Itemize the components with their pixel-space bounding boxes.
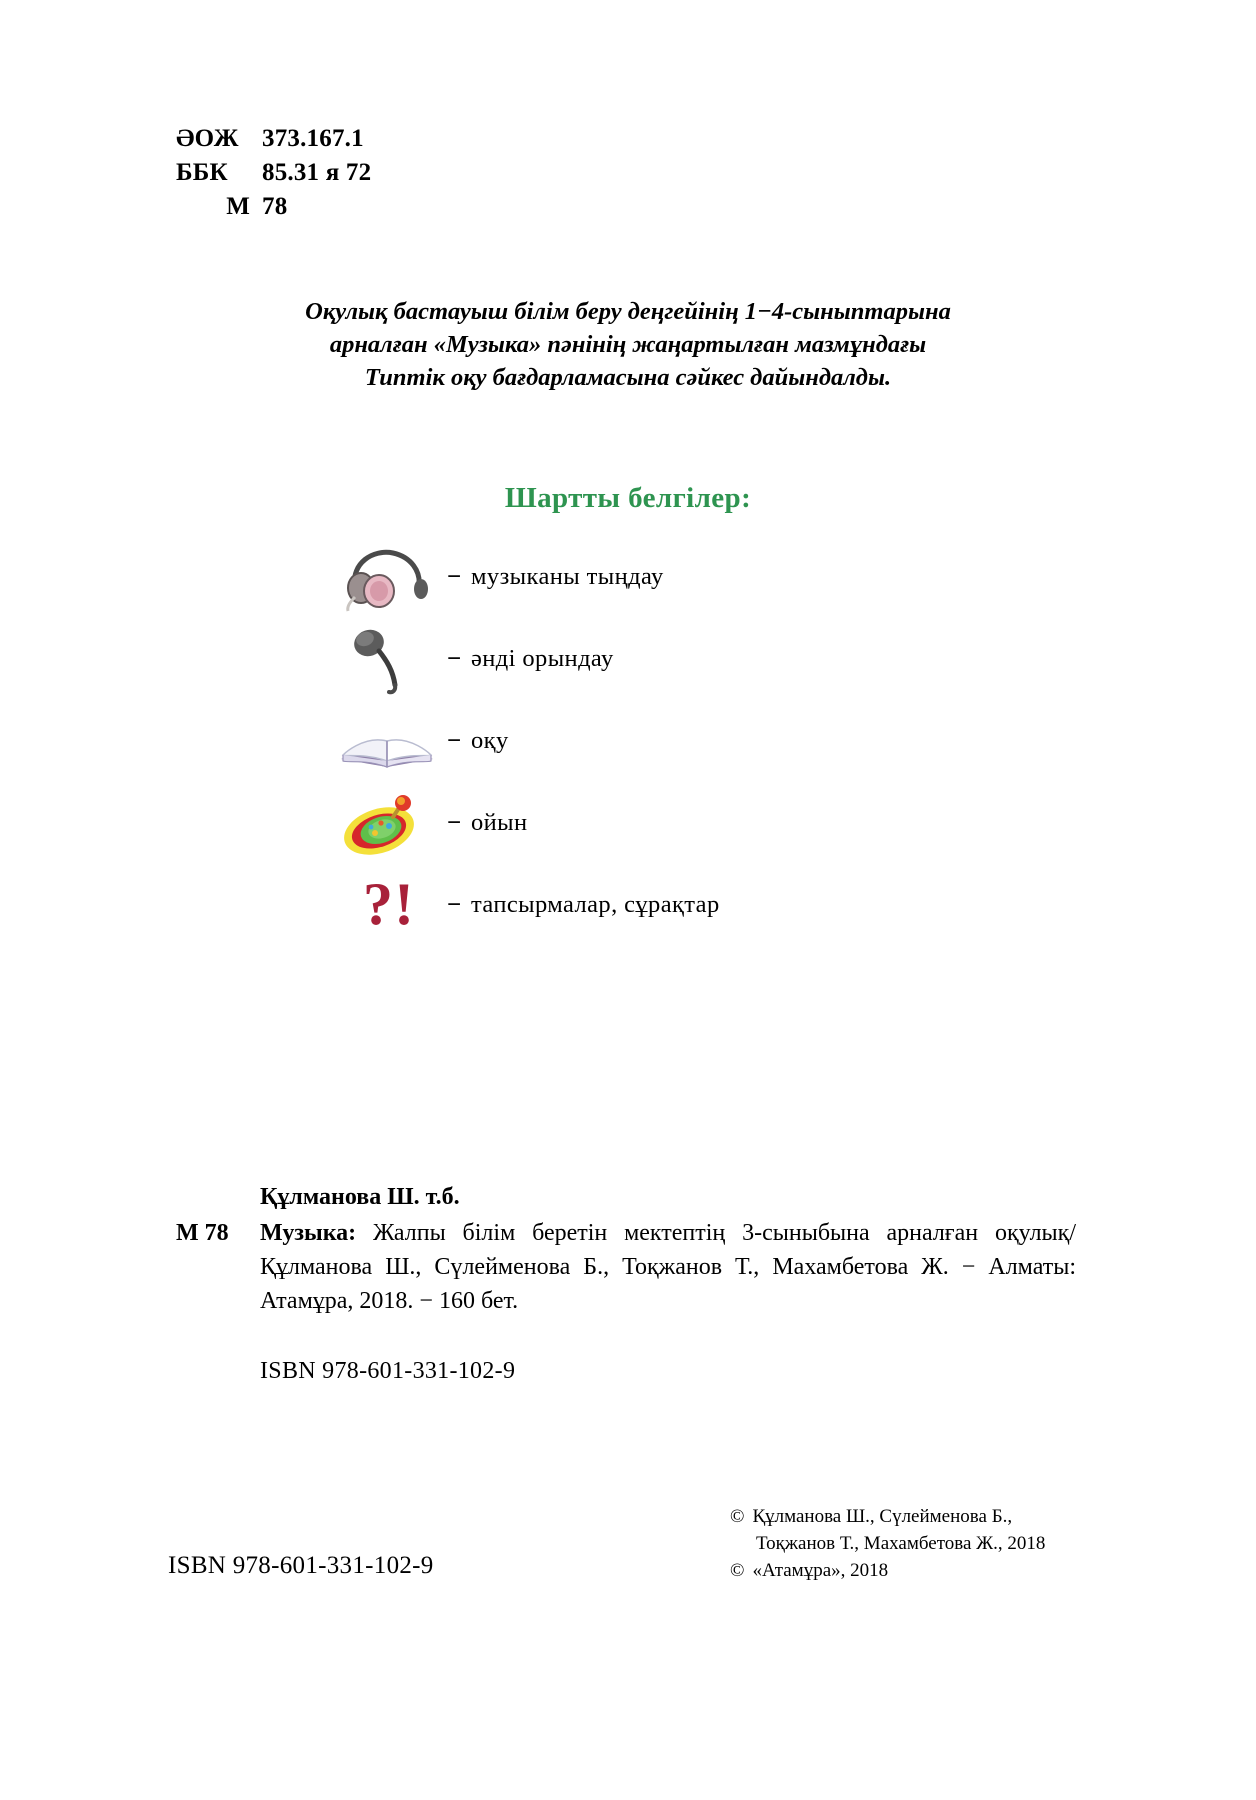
legend-dash: − <box>447 891 462 918</box>
callnumber-row <box>176 190 371 224</box>
legend-item-read <box>335 704 895 778</box>
copyright-line-publisher <box>730 1557 1045 1584</box>
classification-codes <box>176 122 371 224</box>
curriculum-statement <box>0 295 1256 394</box>
copyright-line-authors <box>730 1503 1045 1530</box>
copyright-line-authors-2: Тоқжанов Т., Махамбетова Ж., 2018 <box>756 1533 1046 1554</box>
bbk-label: ББК <box>176 159 228 186</box>
udc-value: 373.167.1 <box>262 125 364 152</box>
curriculum-statement-line-1: Оқулық бастауыш білім беру деңгейінің 1−4-сыныптарына <box>305 298 951 325</box>
copyright-authors-1: Құлманова Ш., Сүлейменова Б., <box>752 1506 1013 1527</box>
curriculum-statement-line-3: Типтік оқу бағдарламасына сәйкес дайындалды. <box>364 364 892 391</box>
biblio-author: Құлманова Ш. т.б. <box>260 1184 460 1210</box>
bbk-row <box>176 156 371 190</box>
curriculum-statement-line-2: арналған «Музыка» пәнінің жаңартылған мазмұндағы <box>329 331 927 358</box>
microphone-icon <box>335 623 443 695</box>
spinning-top-icon <box>335 787 443 859</box>
footer-isbn: ISBN 978-601-331-102-9 <box>168 1552 434 1579</box>
legend-dash: − <box>447 809 462 836</box>
biblio-description <box>260 1216 1076 1318</box>
copyright-publisher: «Атамұра», 2018 <box>752 1560 889 1581</box>
open-book-icon <box>335 705 443 777</box>
headphones-icon <box>335 541 443 613</box>
legend-item-listen <box>335 540 895 614</box>
copyright-symbol: © <box>730 1560 745 1581</box>
bibliographic-record <box>176 1180 1076 1388</box>
biblio-callnumber: М 78 <box>176 1220 229 1246</box>
legend-dash: − <box>447 727 462 754</box>
legend-item-tasks <box>335 868 895 942</box>
legend-label-sing: әнді орындау <box>471 645 614 672</box>
legend-list <box>335 540 895 950</box>
legend-item-sing <box>335 622 895 696</box>
biblio-title: Музыка: <box>260 1220 357 1246</box>
legend-title: Шартты белгілер: <box>504 482 752 514</box>
legend-label-listen: музыканы тыңдау <box>471 563 664 590</box>
copyright-block <box>730 1503 1045 1584</box>
biblio-isbn: ISBN 978-601-331-102-9 <box>260 1358 516 1384</box>
legend-label-read: оқу <box>471 727 509 754</box>
udc-label: ӘОЖ <box>176 125 239 152</box>
legend-item-game <box>335 786 895 860</box>
legend-label-tasks: тапсырмалар, сұрақтар <box>471 891 720 918</box>
callnumber-value: 78 <box>262 193 288 220</box>
question-exclamation-glyph: ?! <box>363 871 415 937</box>
biblio-details: Жалпы білім беретін мектептің 3-сыныбына арналған оқулық/ Құлманова Ш., Сүлейменова Б., Тоқжанов Т., Махамбетова Ж. − Алматы: Атамұра, 2018. − 160 бет. <box>260 1220 1076 1314</box>
copyright-symbol: © <box>730 1506 745 1527</box>
legend-label-game: ойын <box>471 809 528 836</box>
legend-dash: − <box>447 645 462 672</box>
question-exclamation-icon <box>335 869 443 941</box>
udc-row <box>176 122 371 156</box>
bbk-value: 85.31 я 72 <box>262 159 372 186</box>
legend-dash: − <box>447 563 462 590</box>
biblio-entry <box>176 1216 1076 1318</box>
callnumber-label: М <box>226 193 250 220</box>
